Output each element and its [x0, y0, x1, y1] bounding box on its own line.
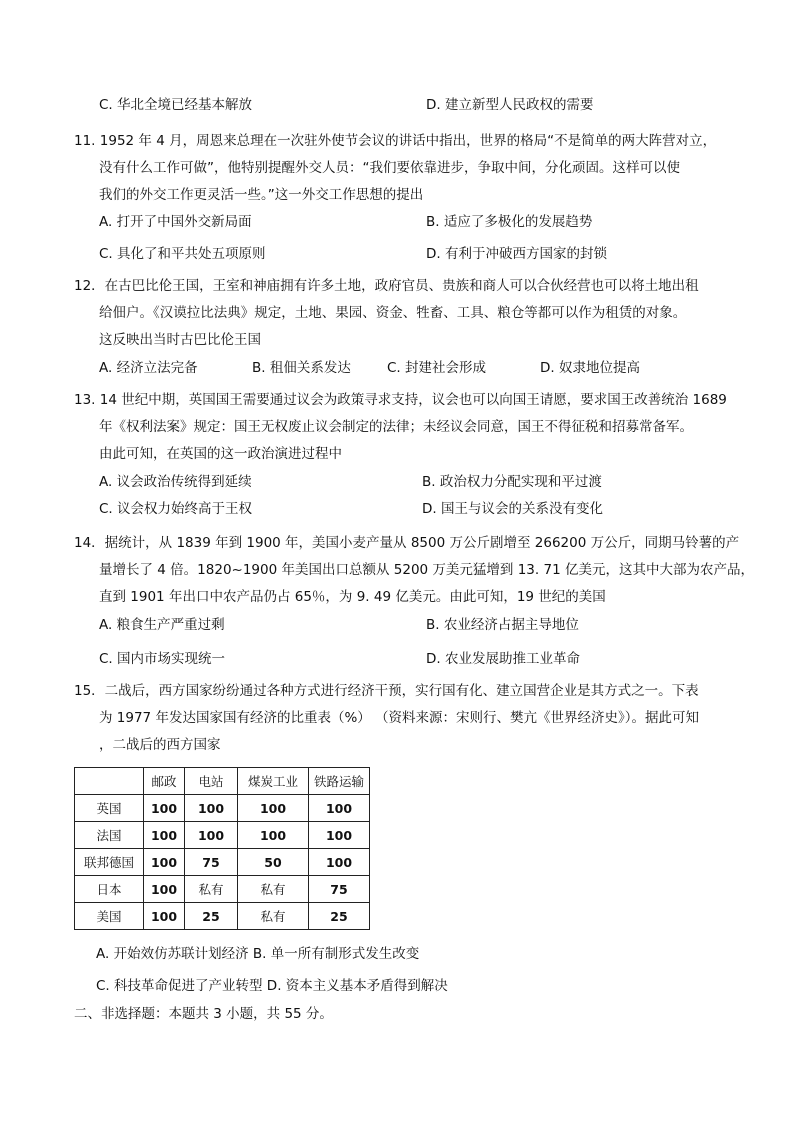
- table-cell: 私有: [238, 903, 309, 930]
- q13-stem-line-2: 年《权利法案》规定：国王无权废止议会制定的法律；未经议会同意，国王不得征税和招募常备军。: [99, 419, 693, 435]
- q11-option-b: B. 适应了多极化的发展趋势: [426, 214, 593, 230]
- table-row-label: 日本: [75, 876, 144, 903]
- q13-option-b: B. 政治权力分配实现和平过渡: [422, 474, 602, 490]
- q11-stem-line-2: 没有什么工作可做”，他特别提醒外交人员：“我们要依靠进步，争取中间，分化顽固。这样可以使: [99, 160, 680, 176]
- q10-option-c: C. 华北全境已经基本解放: [99, 97, 253, 113]
- q15-stem-line-3: ，二战后的西方国家: [99, 737, 221, 753]
- table-row-label: 英国: [75, 795, 144, 822]
- table-cell: 100: [309, 849, 370, 876]
- section-2-heading: 二、非选择题：本题共 3 小题，共 55 分。: [74, 1006, 333, 1022]
- table-row: [75, 876, 370, 903]
- table-cell: 100: [144, 903, 185, 930]
- q15-stem-line-1: 15．二战后，西方国家纷纷通过各种方式进行经济干预，实行国有化、建立国营企业是其方式之一。下表: [74, 683, 699, 699]
- q15-options-cd: C. 科技革命促进了产业转型 D. 资本主义基本矛盾得到解决: [96, 978, 448, 994]
- table-cell: 100: [144, 876, 185, 903]
- table-cell: 私有: [185, 876, 238, 903]
- table-cell: 100: [144, 795, 185, 822]
- table-cell: 100: [185, 822, 238, 849]
- table-header-cell: 电站: [185, 768, 238, 795]
- q11-option-d: D. 有利于冲破西方国家的封锁: [426, 246, 607, 262]
- q12-option-d: D. 奴隶地位提高: [540, 360, 640, 376]
- q12-option-b: B. 租佃关系发达: [252, 360, 351, 376]
- q12-stem-line-3: 这反映出当时古巴比伦王国: [99, 332, 261, 348]
- q11-stem-line-3: 我们的外交工作更灵活一些。”这一外交工作思想的提出: [99, 187, 424, 203]
- table-cell: 100: [144, 822, 185, 849]
- table-header-cell: 邮政: [144, 768, 185, 795]
- table-row-label: 美国: [75, 903, 144, 930]
- table-row: [75, 903, 370, 930]
- table-row-label: 联邦德国: [75, 849, 144, 876]
- table-row: [75, 795, 370, 822]
- q15-options-ab: A. 开始效仿苏联计划经济 B. 单一所有制形式发生改变: [96, 946, 420, 962]
- table-cell: 100: [309, 822, 370, 849]
- table-cell: 25: [185, 903, 238, 930]
- q12-option-a: A. 经济立法完备: [99, 360, 198, 376]
- q13-option-c: C. 议会权力始终高于王权: [99, 501, 253, 517]
- q14-option-a: A. 粮食生产严重过剩: [99, 617, 225, 633]
- table-header-cell: 煤炭工业: [238, 768, 309, 795]
- state-ownership-table: [74, 767, 370, 930]
- q14-option-b: B. 农业经济占据主导地位: [426, 617, 579, 633]
- table-cell: 100: [185, 795, 238, 822]
- q14-stem-line-2: 量增长了 4 倍。1820~1900 年美国出口总额从 5200 万美元猛增到 13. 71 亿美元，这其中大部为农产品，: [99, 562, 754, 578]
- table-cell: 75: [185, 849, 238, 876]
- table-header-cell: 铁路运输: [309, 768, 370, 795]
- q14-stem-line-1: 14．据统计，从 1839 年到 1900 年，美国小麦产量从 8500 万公斤剧增至 266200 万公斤，同期马铃薯的产: [74, 535, 740, 551]
- q15-stem-line-2: 为 1977 年发达国家国有经济的比重表（%） （资料来源：宋则行、樊亢《世界经济史》）。据此可知: [99, 710, 700, 726]
- q13-option-d: D. 国王与议会的关系没有变化: [422, 501, 603, 517]
- table-corner-cell: [75, 768, 144, 795]
- q14-option-d: D. 农业发展助推工业革命: [426, 651, 580, 667]
- q11-stem-line-1: 11. 1952 年 4 月，周恩来总理在一次驻外使节会议的讲话中指出，世界的格局“不是简单的两大阵营对立，: [74, 133, 717, 149]
- table-cell: 100: [144, 849, 185, 876]
- table-cell: 100: [238, 795, 309, 822]
- q12-stem-line-2: 给佃户。《汉谟拉比法典》规定，土地、果园、资金、牲畜、工具、粮仓等都可以作为租赁的对象。: [99, 305, 687, 321]
- table-header-row: [75, 768, 370, 795]
- q11-option-a: A. 打开了中国外交新局面: [99, 214, 252, 230]
- q14-option-c: C. 国内市场实现统一: [99, 651, 226, 667]
- table-cell: 50: [238, 849, 309, 876]
- q10-option-d: D. 建立新型人民政权的需要: [426, 97, 594, 113]
- table-row-label: 法国: [75, 822, 144, 849]
- q12-option-c: C. 封建社会形成: [387, 360, 487, 376]
- table-row: [75, 849, 370, 876]
- q13-option-a: A. 议会政治传统得到延续: [99, 474, 252, 490]
- q13-stem-line-3: 由此可知，在英国的这一政治演进过程中: [99, 446, 342, 462]
- table-row: [75, 822, 370, 849]
- q14-stem-line-3: 直到 1901 年出口中农产品仍占 65％，为 9. 49 亿美元。由此可知，19 世纪的美国: [99, 589, 606, 605]
- table-cell: 75: [309, 876, 370, 903]
- q13-stem-line-1: 13. 14 世纪中期，英国国王需要通过议会为政策寻求支持，议会也可以向国王请愿，要求国王改善统治 1689: [74, 392, 727, 408]
- q12-stem-line-1: 12．在古巴比伦王国，王室和神庙拥有许多土地，政府官员、贵族和商人可以合伙经营也可以将土地出租: [74, 278, 699, 294]
- q11-option-c: C. 具化了和平共处五项原则: [99, 246, 266, 262]
- table-cell: 100: [309, 795, 370, 822]
- table-cell: 私有: [238, 876, 309, 903]
- table-cell: 25: [309, 903, 370, 930]
- table-cell: 100: [238, 822, 309, 849]
